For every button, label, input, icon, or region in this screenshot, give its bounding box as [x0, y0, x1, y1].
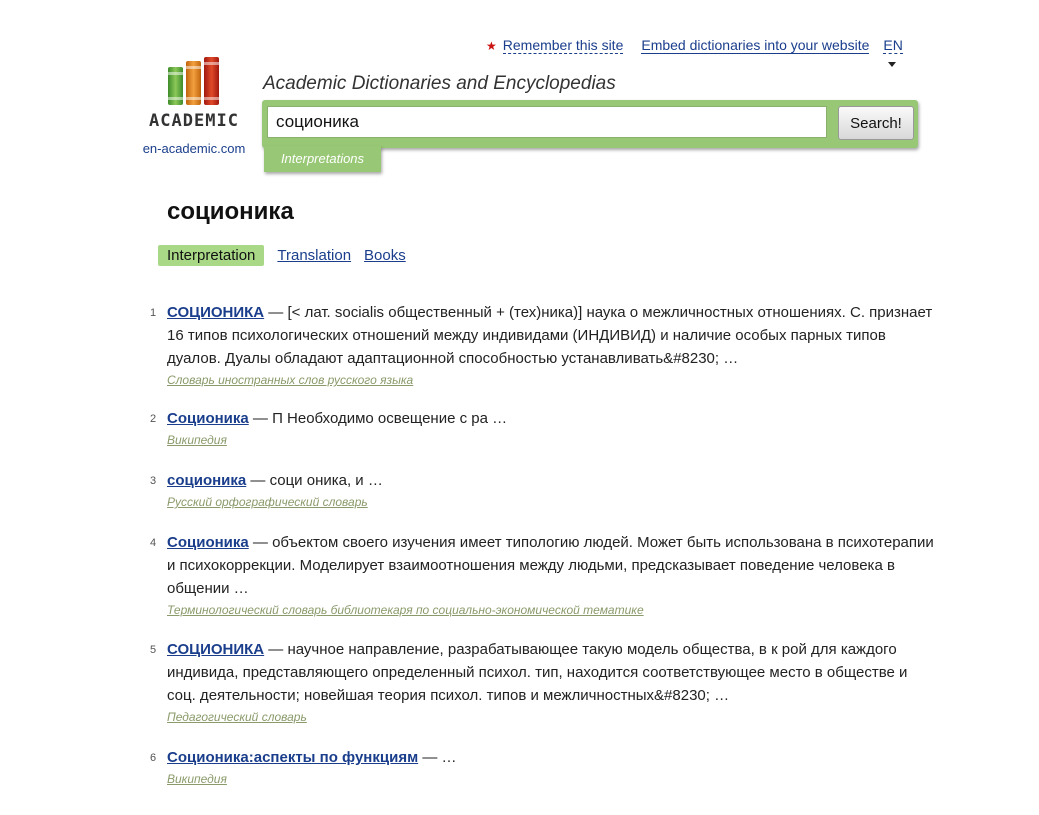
result-number: 3	[150, 475, 157, 487]
result-term-link[interactable]: СОЦИОНИКА	[167, 304, 265, 321]
search-button[interactable]: Search!	[838, 106, 914, 140]
list-item	[150, 638, 940, 727]
result-snippet: — научное направление, разрабатывающее такую модель общества, в к рой для каждого индивида, представляющего определенный психол. тип, находится соответствующее место в обществе и соц. деятельности; новейшая теория психол. типов и межличностных&#8230; …	[167, 641, 908, 704]
result-term-link[interactable]: Соционика	[167, 534, 249, 551]
result-snippet: — соци оника, и …	[246, 472, 383, 489]
result-tabs	[158, 245, 406, 266]
top-links	[486, 37, 903, 53]
result-source-link[interactable]: Википедия	[167, 772, 227, 786]
logo-domain-link[interactable]: en-academic.com	[142, 141, 246, 156]
site-title: Academic Dictionaries and Encyclopedias	[263, 73, 616, 94]
language-selector[interactable]: EN	[883, 37, 903, 53]
result-source-link[interactable]: Терминологический словарь библиотекаря по социально-экономической тематике	[167, 603, 644, 617]
list-item	[150, 407, 940, 450]
embed-dictionaries-link[interactable]: Embed dictionaries into your website	[641, 37, 870, 53]
result-number: 2	[150, 413, 157, 425]
chevron-down-icon[interactable]	[888, 62, 896, 67]
tab-books[interactable]: Books	[364, 247, 406, 264]
tab-interpretation[interactable]: Interpretation	[158, 245, 264, 266]
books-icon	[164, 55, 224, 105]
list-item	[150, 531, 940, 620]
logo-text: ACADEMIC	[149, 111, 239, 131]
search-input[interactable]: соционика	[267, 106, 827, 138]
result-snippet: — объектом своего изучения имеет типологию людей. Может быть использована в психотерапии и психокоррекции. Моделирует взаимоотношения между людьми, предсказывает поведение человека в общении …	[167, 534, 934, 597]
result-snippet: — …	[418, 749, 457, 766]
result-term-link[interactable]: соционика	[167, 472, 247, 489]
remember-site-link[interactable]: Remember this site	[502, 37, 624, 53]
result-term-link[interactable]: СОЦИОНИКА	[167, 641, 265, 658]
search-bar	[262, 100, 918, 148]
tab-translation[interactable]: Translation	[277, 247, 352, 264]
result-source-link[interactable]: Википедия	[167, 433, 227, 447]
result-number: 5	[150, 644, 157, 656]
result-snippet: — [< лат. socialis общественный + (тех)ника)] наука о межличностных отношениях. С. признает 16 типов психологических отношений между индивидами (ИНДИВИД) и наличие особых парных типов дуалов. Дуалы обладают адаптационной способностью устанавливать&#8230; …	[167, 304, 933, 367]
result-term-link[interactable]: Соционика	[167, 410, 249, 427]
result-term-link[interactable]: Соционика:аспекты по функциям	[167, 749, 419, 766]
star-icon: ★	[486, 39, 497, 53]
list-item	[150, 301, 940, 390]
list-item	[150, 469, 940, 512]
result-source-link[interactable]: Русский орфографический словарь	[167, 495, 368, 509]
tab-interpretations[interactable]: Interpretations	[264, 146, 381, 172]
result-source-link[interactable]: Словарь иностранных слов русского языка	[167, 373, 414, 387]
result-number: 6	[150, 752, 157, 764]
page-title: соционика	[167, 198, 294, 225]
result-number: 1	[150, 307, 157, 319]
logo[interactable]	[138, 55, 250, 156]
result-number: 4	[150, 537, 157, 549]
list-item	[150, 746, 940, 789]
results-list	[150, 301, 940, 789]
result-snippet: — П Необходимо освещение с ра …	[248, 410, 508, 427]
result-source-link[interactable]: Педагогический словарь	[167, 710, 307, 724]
